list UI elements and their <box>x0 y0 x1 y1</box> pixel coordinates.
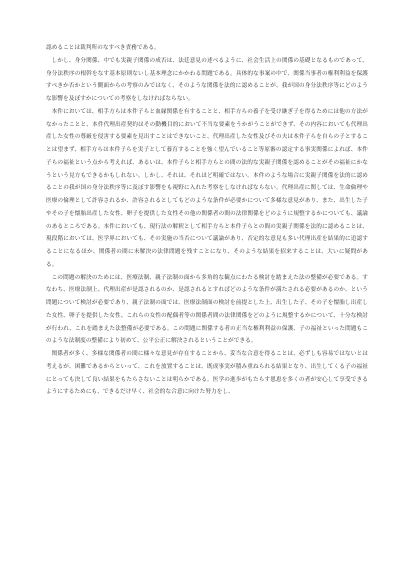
body-text <box>46 42 368 399</box>
paragraph: この問題の解決のためには、医療法制、親子法制の面から多角的な観点にわたる検討を踏まえた法の整備が必要である。すなわち、医療法制上、代理出産が是認されるのか、是認されるとすればどのような条件が満たされる必要があるのか、という問題について検討が必要であり、親子法制の面では、医療法制面の検討を前提とした上、出生した子、その子を懐胎し出産した女性、卵子を提供した女性、これらの女性の配偶者等の関係者間の法律関係をどのように規整するかについて、十分な検討が行われ、これを踏まえた法整備が必要である。この問題に関係する者の正当な権利利益の保護、子の福祉といった問題もこのような法制度の整備により初めて、公平公正に解決されるということができる。 <box>46 274 368 345</box>
paragraph: 認めることは裁判所のなすべき責務である。 <box>46 45 160 51</box>
paragraph: 本件においては、相手方らは本件子らと血縁関係を有することと、相手方らの養子を受け継ぎ子を得るためには他の方法がなかったことと、本件代理出産契約はその動機目的において不当な要素をうかがうことができず、その内容においても代理出産した女性の尊厳を侵害する要素を見出すことはできないこと、代理出産した女性及びその夫は本件子らを自らの子とすることは望まず、相手方らは本件子らを実子として養育することを強く望んでいること等原審の認定する事実関係によれば、本件子らの福祉という点から考えれば、あるいは、本件子らと相手方らとの間の法的な実親子関係を認めることがその福祉にかなうという見方もできるかもしれない。しかし、それは、それほど明確ではない。本件のような場合に実親子関係を法的に認めることの我が国の身分法秩序等に及ぼす影響をも視野に入れた考察をしなければならない。代理出産に関しては、生命倫理や医療の倫理として許容されるか、許容されるとしてもどのような条件が必要かについて多様な意見があり、また、出生した子やその子を懐胎出産した女性、卵子を提供した女性その他の関係者の間の法律関係をどのように規整するかについても、議論のあるところである。本件においても、現行法の解釈として相手方らと本件子らとの間の実親子関係を法的に認めることは、現段階においては、医学界においても、その実施の当否について議論があり、否定的な意見も多い代理出産を結果的に追認することになるほか、関係者の間に未解決の法律問題を残すことになり、そのような結果を招来することは、大いに疑問がある。 <box>46 108 368 268</box>
paragraph: しかし、身分関係、中でも実親子関係の成否は、法廷意見の述べるように、社会生活上の関係の基礎となるものであって、身分法秩序の根幹をなす基本原則ないし基本理念にかかわる問題である。具体的な事案の中で、関係当事者の権利利益を保護すべきか否かという側面からの考察のみではなく、そのような関係を法的に認めることが、我が国の身分法秩序等にどのような影響を及ぼすかについての考察をしなければならない。 <box>46 57 368 102</box>
paragraph: 関係者が多く、多様な関係者の間に様々な意見が存在することから、妥当な合意を得ることは、必ずしも容易ではないとは考えるが、困難であるからといって、これを放置することは、既成事実が積み重ねられる結果となり、出生してくる子の福祉にとっても決して良い結果をもたらさないことは明らかである。医学の進歩がもたらす恩恵を多くの者が安心して享受できるようにするためにも、できるだけ早く、社会的な合意に向けた努力をし、 <box>46 351 368 396</box>
